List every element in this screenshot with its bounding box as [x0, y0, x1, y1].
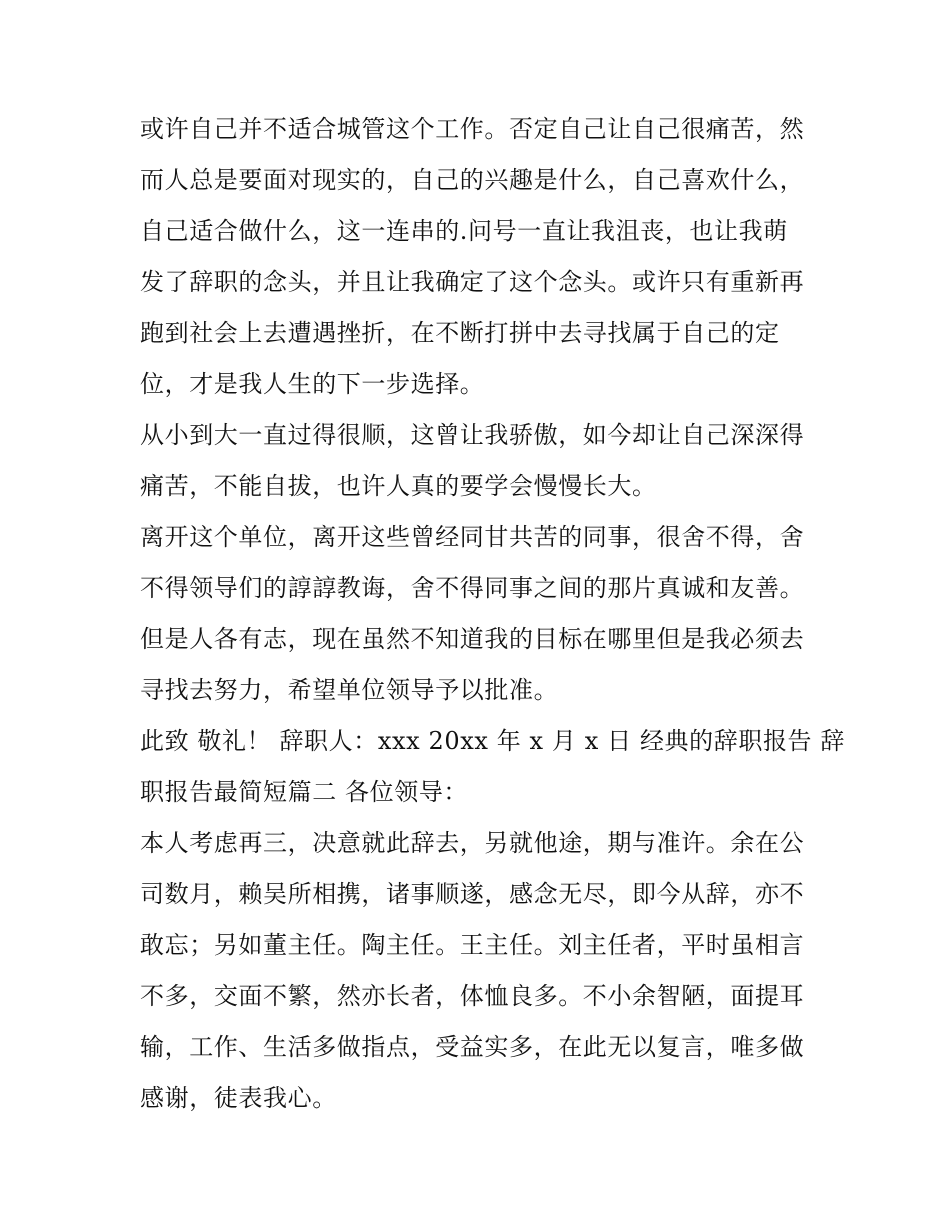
text-line: 此致 敬礼！ 辞职人：xxx 20xx 年 x 月 x 日 经典的辞职报告 辞	[140, 727, 845, 755]
text-line: 跑到社会上去遭遇挫折，在不断打拼中去寻找属于自己的定	[140, 319, 780, 347]
text-line: 离开这个单位，离开这些曾经同甘共苦的同事，很舍不得，舍	[140, 523, 805, 551]
text-line: 位，才是我人生的下一步选择。	[140, 370, 485, 398]
text-line: 不得领导们的諄諄教诲，舍不得同事之间的那片真诚和友善。	[140, 574, 805, 602]
text-line: 从小到大一直过得很顺，这曾让我骄傲，如今却让自己深深得	[140, 421, 805, 449]
text-line: 发了辞职的念头，并且让我确定了这个念头。或许只有重新再	[140, 268, 805, 296]
text-line: 感谢，徒表我心。	[140, 1084, 337, 1112]
document-body	[140, 104, 845, 1124]
text-line: 不多，交面不繁，然亦长者，体恤良多。不小余智陋，面提耳	[140, 982, 805, 1010]
text-line: 敢忘；另如董主任。陶主任。王主任。刘主任者，平时虽相言	[140, 931, 805, 959]
text-line: 但是人各有志，现在虽然不知道我的目标在哪里但是我必须去	[140, 625, 805, 653]
text-line: 寻找去努力，希望单位领导予以批准。	[140, 676, 559, 704]
text-line: 而人总是要面对现实的，自己的兴趣是什么，自己喜欢什么，	[140, 166, 805, 194]
text-line: 职报告最简短篇二 各位领导：	[140, 778, 469, 806]
text-line: 司数月，赖吴所相携，诸事顺遂，感念无尽，即今从辞，亦不	[140, 880, 805, 908]
text-line: 本人考虑再三，决意就此辞去，另就他途，期与准许。余在公	[140, 829, 805, 857]
text-line: 输，工作、生活多做指点，受益实多，在此无以复言，唯多做	[140, 1033, 805, 1061]
text-line: 或许自己并不适合城管这个工作。否定自己让自己很痛苦，然	[140, 115, 805, 143]
text-line: 痛苦，不能自拔，也许人真的要学会慢慢长大。	[140, 472, 657, 500]
text-line: 自己适合做什么，这一连串的.问号一直让我沮丧，也让我萌	[140, 217, 788, 245]
